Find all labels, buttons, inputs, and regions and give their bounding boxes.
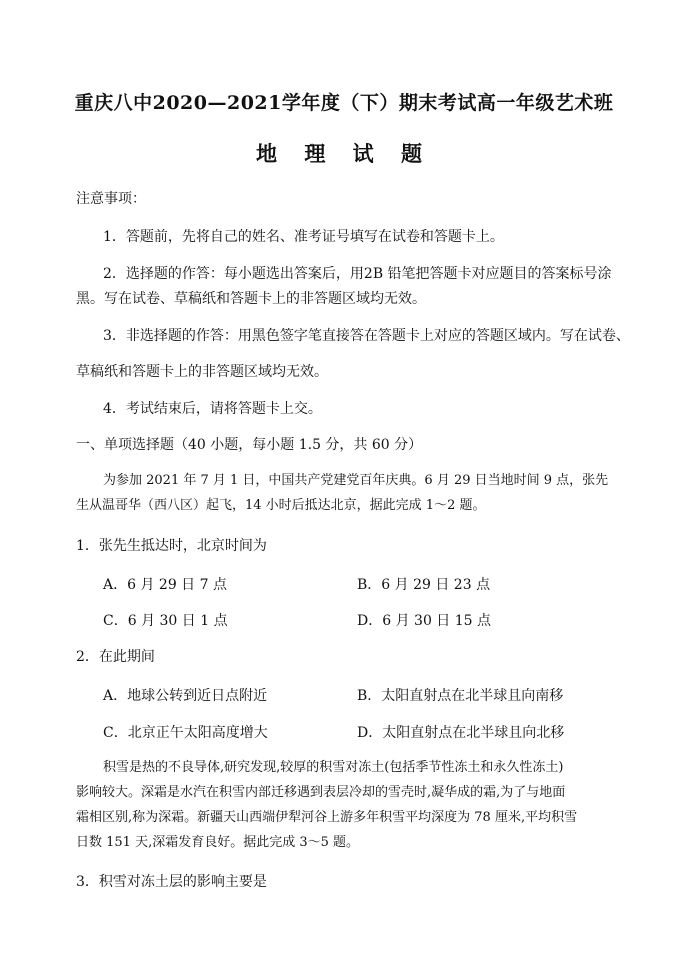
question-1-option-b: B．6 月 29 日 23 点 xyxy=(357,577,491,593)
notice-item-2-line-1: 2．选择题的作答：每小题选出答案后，用2B 铅笔把答题卡对应题目的答案标号涂 xyxy=(103,266,612,282)
question-2-option-c: C．北京正午太阳高度增大 xyxy=(103,725,268,741)
notice-item-3-line-2: 草稿纸和答题卡上的非答题区域均无效。 xyxy=(76,364,328,380)
question-3-stem: 3．积雪对冻土层的影响主要是 xyxy=(76,874,267,890)
passage-2-line-2: 影响较大。深霜是水汽在积雪内部迁移遇到表层冷却的雪壳时,凝华成的霜,为了与地面 xyxy=(76,785,566,800)
question-2-option-a: A．地球公转到近日点附近 xyxy=(103,688,268,704)
notice-item-1: 1．答题前，先将自己的姓名、准考证号填写在试卷和答题卡上。 xyxy=(103,229,504,245)
passage-2-line-3: 霜相区别,称为深霜。新疆天山西端伊犁河谷上游多年积雪平均深度为 78 厘米,平均积雪 xyxy=(76,810,578,825)
question-1-option-c: C．6 月 30 日 1 点 xyxy=(103,613,228,629)
passage-1-line-2: 生从温哥华（西八区）起飞，14 小时后抵达北京，据此完成 1～2 题。 xyxy=(76,498,486,513)
passage-1-line-1: 为参加 2021 年 7 月 1 日，中国共产党建党百年庆典。6 月 29 日当地时间 9 点，张先 xyxy=(103,473,609,488)
question-2-stem: 2．在此期间 xyxy=(76,649,155,665)
question-1-option-d: D．6 月 30 日 15 点 xyxy=(357,613,492,629)
exam-title: 重庆八中2020—2021学年度（下）期末考试高一年级艺术班 xyxy=(74,92,614,114)
notice-item-4: 4．考试结束后，请将答题卡上交。 xyxy=(103,401,322,417)
question-2-option-d: D．太阳直射点在北半球且向北移 xyxy=(357,725,565,741)
question-2-option-b: B．太阳直射点在北半球且向南移 xyxy=(357,688,564,704)
notice-item-2-line-2: 黑。写在试卷、草稿纸和答题卡上的非答题区域均无效。 xyxy=(76,291,426,307)
passage-2-line-1: 积雪是热的不良导体,研究发现,较厚的积雪对冻土(包括季节性冻土和永久性冻土) xyxy=(103,760,564,775)
question-1-option-a: A．6 月 29 日 7 点 xyxy=(103,577,227,593)
subject-title: 地 理 试 题 xyxy=(256,141,432,166)
notice-heading: 注意事项： xyxy=(76,191,146,207)
section-heading: 一、单项选择题（40 小题，每小题 1.5 分，共 60 分） xyxy=(76,437,423,453)
passage-2-line-4: 日数 151 天,深霜发育良好。据此完成 3～5 题。 xyxy=(76,835,360,850)
notice-item-3-line-1: 3．非选择题的作答：用黑色签字笔直接答在答题卡上对应的答题区域内。写在试卷、 xyxy=(103,328,630,344)
question-1-stem: 1．张先生抵达时，北京时间为 xyxy=(76,538,267,554)
